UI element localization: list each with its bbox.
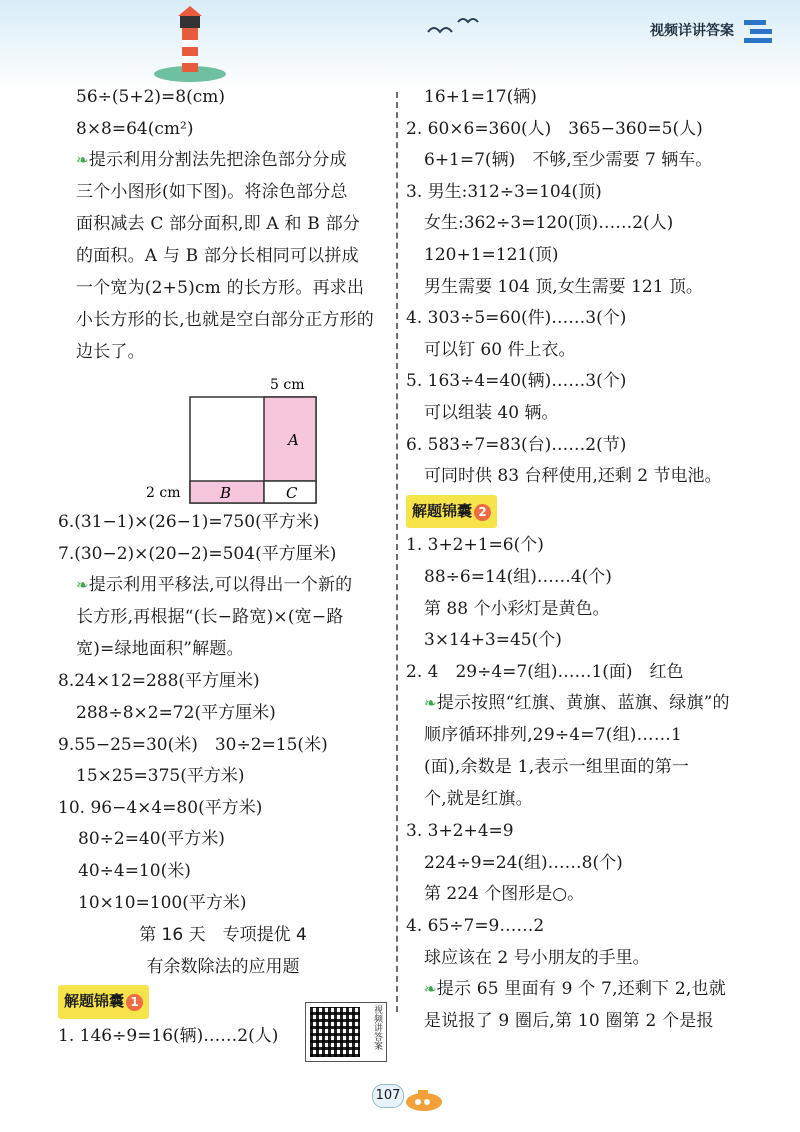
tip-text: 一个宽为(2+5)cm 的长方形。再求出	[76, 278, 365, 299]
answer-line: 40÷4=10(米)	[78, 860, 191, 881]
answer-line: 80÷2=40(平方米)	[78, 829, 225, 850]
column-divider	[396, 92, 398, 1012]
answer-line: 224÷9=24(组)……8(个)	[424, 852, 623, 873]
answer-line: 可以组装 40 辆。	[424, 402, 559, 423]
tip-text: 长方形,再根据“(长−路宽)×(宽−路	[76, 607, 344, 628]
tip-text: 提示 65 里面有 9 个 7,还剩下 2,也就	[436, 979, 726, 1000]
answer-line: 7.(30−2)×(20−2)=504(平方厘米)	[58, 543, 337, 564]
qr-pattern	[310, 1007, 360, 1057]
answer-line: 16+1=17(辆)	[424, 87, 537, 107]
answer-line: 可以钉 60 件上衣。	[424, 339, 576, 360]
day-subtitle: 有余数除法的应用题	[146, 957, 300, 978]
answer-line: 15×25=375(平方米)	[76, 766, 245, 787]
tip-text: 小长方形的长,也就是空白部分正方形的	[76, 310, 375, 331]
tip-text: 提示按照“红旗、黄旗、蓝旗、绿旗”的	[436, 693, 730, 714]
answer-line: 3×14+3=45(个)	[424, 630, 562, 651]
answer-line: 1. 3+2+1=6(个)	[406, 535, 544, 556]
figure-label-5cm: 5 cm	[270, 377, 305, 394]
answer-line: 女生:362÷3=120(顶)……2(人)	[424, 213, 674, 234]
day-title: 第 16 天 专项提优 4	[139, 925, 307, 946]
leaf-icon: ❧	[424, 980, 437, 999]
section-title: 解题锦囊	[64, 992, 125, 1011]
submarine-icon	[402, 1084, 446, 1114]
section-number: 1	[126, 994, 143, 1011]
tip-text: 宽)=绿地面积”解题。	[76, 639, 244, 660]
right-column	[406, 82, 751, 1038]
page-number: 107	[372, 1084, 404, 1108]
answer-line: 4. 65÷7=9……2	[406, 916, 545, 937]
lighthouse-icon	[150, 2, 230, 82]
answer-line: 6.(31−1)×(26−1)=750(平方米)	[58, 512, 320, 533]
answer-line: 男生需要 104 顶,女生需要 121 顶。	[424, 276, 703, 297]
figure-label-b: B	[220, 484, 232, 503]
qr-label: 视频讲答案	[372, 1005, 382, 1050]
tip-text: 提示利用平移法,可以得出一个新的	[88, 575, 353, 596]
leaf-icon: ❧	[76, 151, 89, 170]
qr-code[interactable]	[305, 1002, 387, 1062]
answer-line: 9.55−25=30(米) 30÷2=15(米)	[58, 734, 328, 755]
answer-line: 5. 163÷4=40(辆)……3(个)	[406, 371, 627, 392]
leaf-icon: ❧	[76, 576, 89, 595]
tip-text: 是说报了 9 圈后,第 10 圈第 2 个是报	[424, 1011, 714, 1032]
answer-line: 第 224 个图形是○。	[424, 884, 585, 905]
answer-line: 56÷(5+2)=8(cm)	[76, 87, 225, 107]
page-header	[0, 0, 800, 92]
leaf-icon: ❧	[424, 694, 437, 713]
answer-line: 3. 男生:312÷3=104(顶)	[406, 181, 602, 202]
figure-label-a: A	[288, 431, 299, 450]
figure-label-c: C	[286, 484, 298, 503]
tip-text: 边长了。	[76, 342, 145, 363]
answer-line: 1. 146÷9=16(辆)……2(人)	[58, 1025, 279, 1046]
answer-line: 88÷6=14(组)……4(个)	[424, 566, 612, 587]
tip-text: 提示利用分割法先把涂色部分分成	[88, 150, 347, 171]
tip-text: 三个小图形(如下图)。将涂色部分总	[76, 182, 348, 203]
answer-line: 3. 3+2+4=9	[406, 821, 514, 842]
figure-label-2cm: 2 cm	[146, 485, 181, 502]
answer-line: 288÷8×2=72(平方厘米)	[76, 702, 276, 723]
section-title: 解题锦囊	[412, 501, 473, 520]
bird-icon	[426, 14, 486, 44]
answer-line: 2. 4 29÷4=7(组)……1(面) 红色	[406, 661, 684, 682]
answer-line: 4. 303÷5=60(件)……3(个)	[406, 308, 627, 329]
tip-text: 顺序循环排列,29÷4=7(组)……1	[424, 725, 683, 746]
video-logo-icon	[740, 16, 780, 46]
section-number: 2	[474, 504, 491, 521]
answer-line: 8×8=64(cm²)	[76, 118, 194, 139]
answer-line: 10. 96−4×4=80(平方米)	[58, 797, 263, 818]
answer-line: 球应该在 2 号小朋友的手里。	[424, 947, 650, 968]
tip-text: 的面积。A 与 B 部分长相同可以拼成	[76, 246, 359, 267]
answer-line: 可同时供 83 台秤使用,还剩 2 节电池。	[424, 466, 722, 487]
tip-text: 面积减去 C 部分面积,即 A 和 B 部分	[76, 214, 361, 235]
answer-line: 6. 583÷7=83(台)……2(节)	[406, 434, 627, 455]
answer-line: 10×10=100(平方米)	[78, 892, 247, 913]
area-figure	[58, 369, 388, 507]
left-column	[58, 82, 388, 1052]
tip-text: 个,就是红旗。	[424, 789, 533, 810]
answer-line: 第 88 个小彩灯是黄色。	[424, 598, 610, 619]
header-title: 视频详讲答案	[650, 23, 734, 39]
tip-block	[58, 145, 388, 369]
section-header	[406, 493, 751, 531]
answer-line: 6+1=7(辆) 不够,至少需要 7 辆车。	[424, 150, 713, 171]
answer-line: 8.24×12=288(平方厘米)	[58, 671, 260, 692]
answer-line: 120+1=121(顶)	[424, 244, 559, 265]
answer-line: 2. 60×6=360(人) 365−360=5(人)	[406, 118, 703, 139]
square-diagram	[58, 369, 388, 507]
tip-text: (面),余数是 1,表示一组里面的第一	[424, 757, 690, 778]
